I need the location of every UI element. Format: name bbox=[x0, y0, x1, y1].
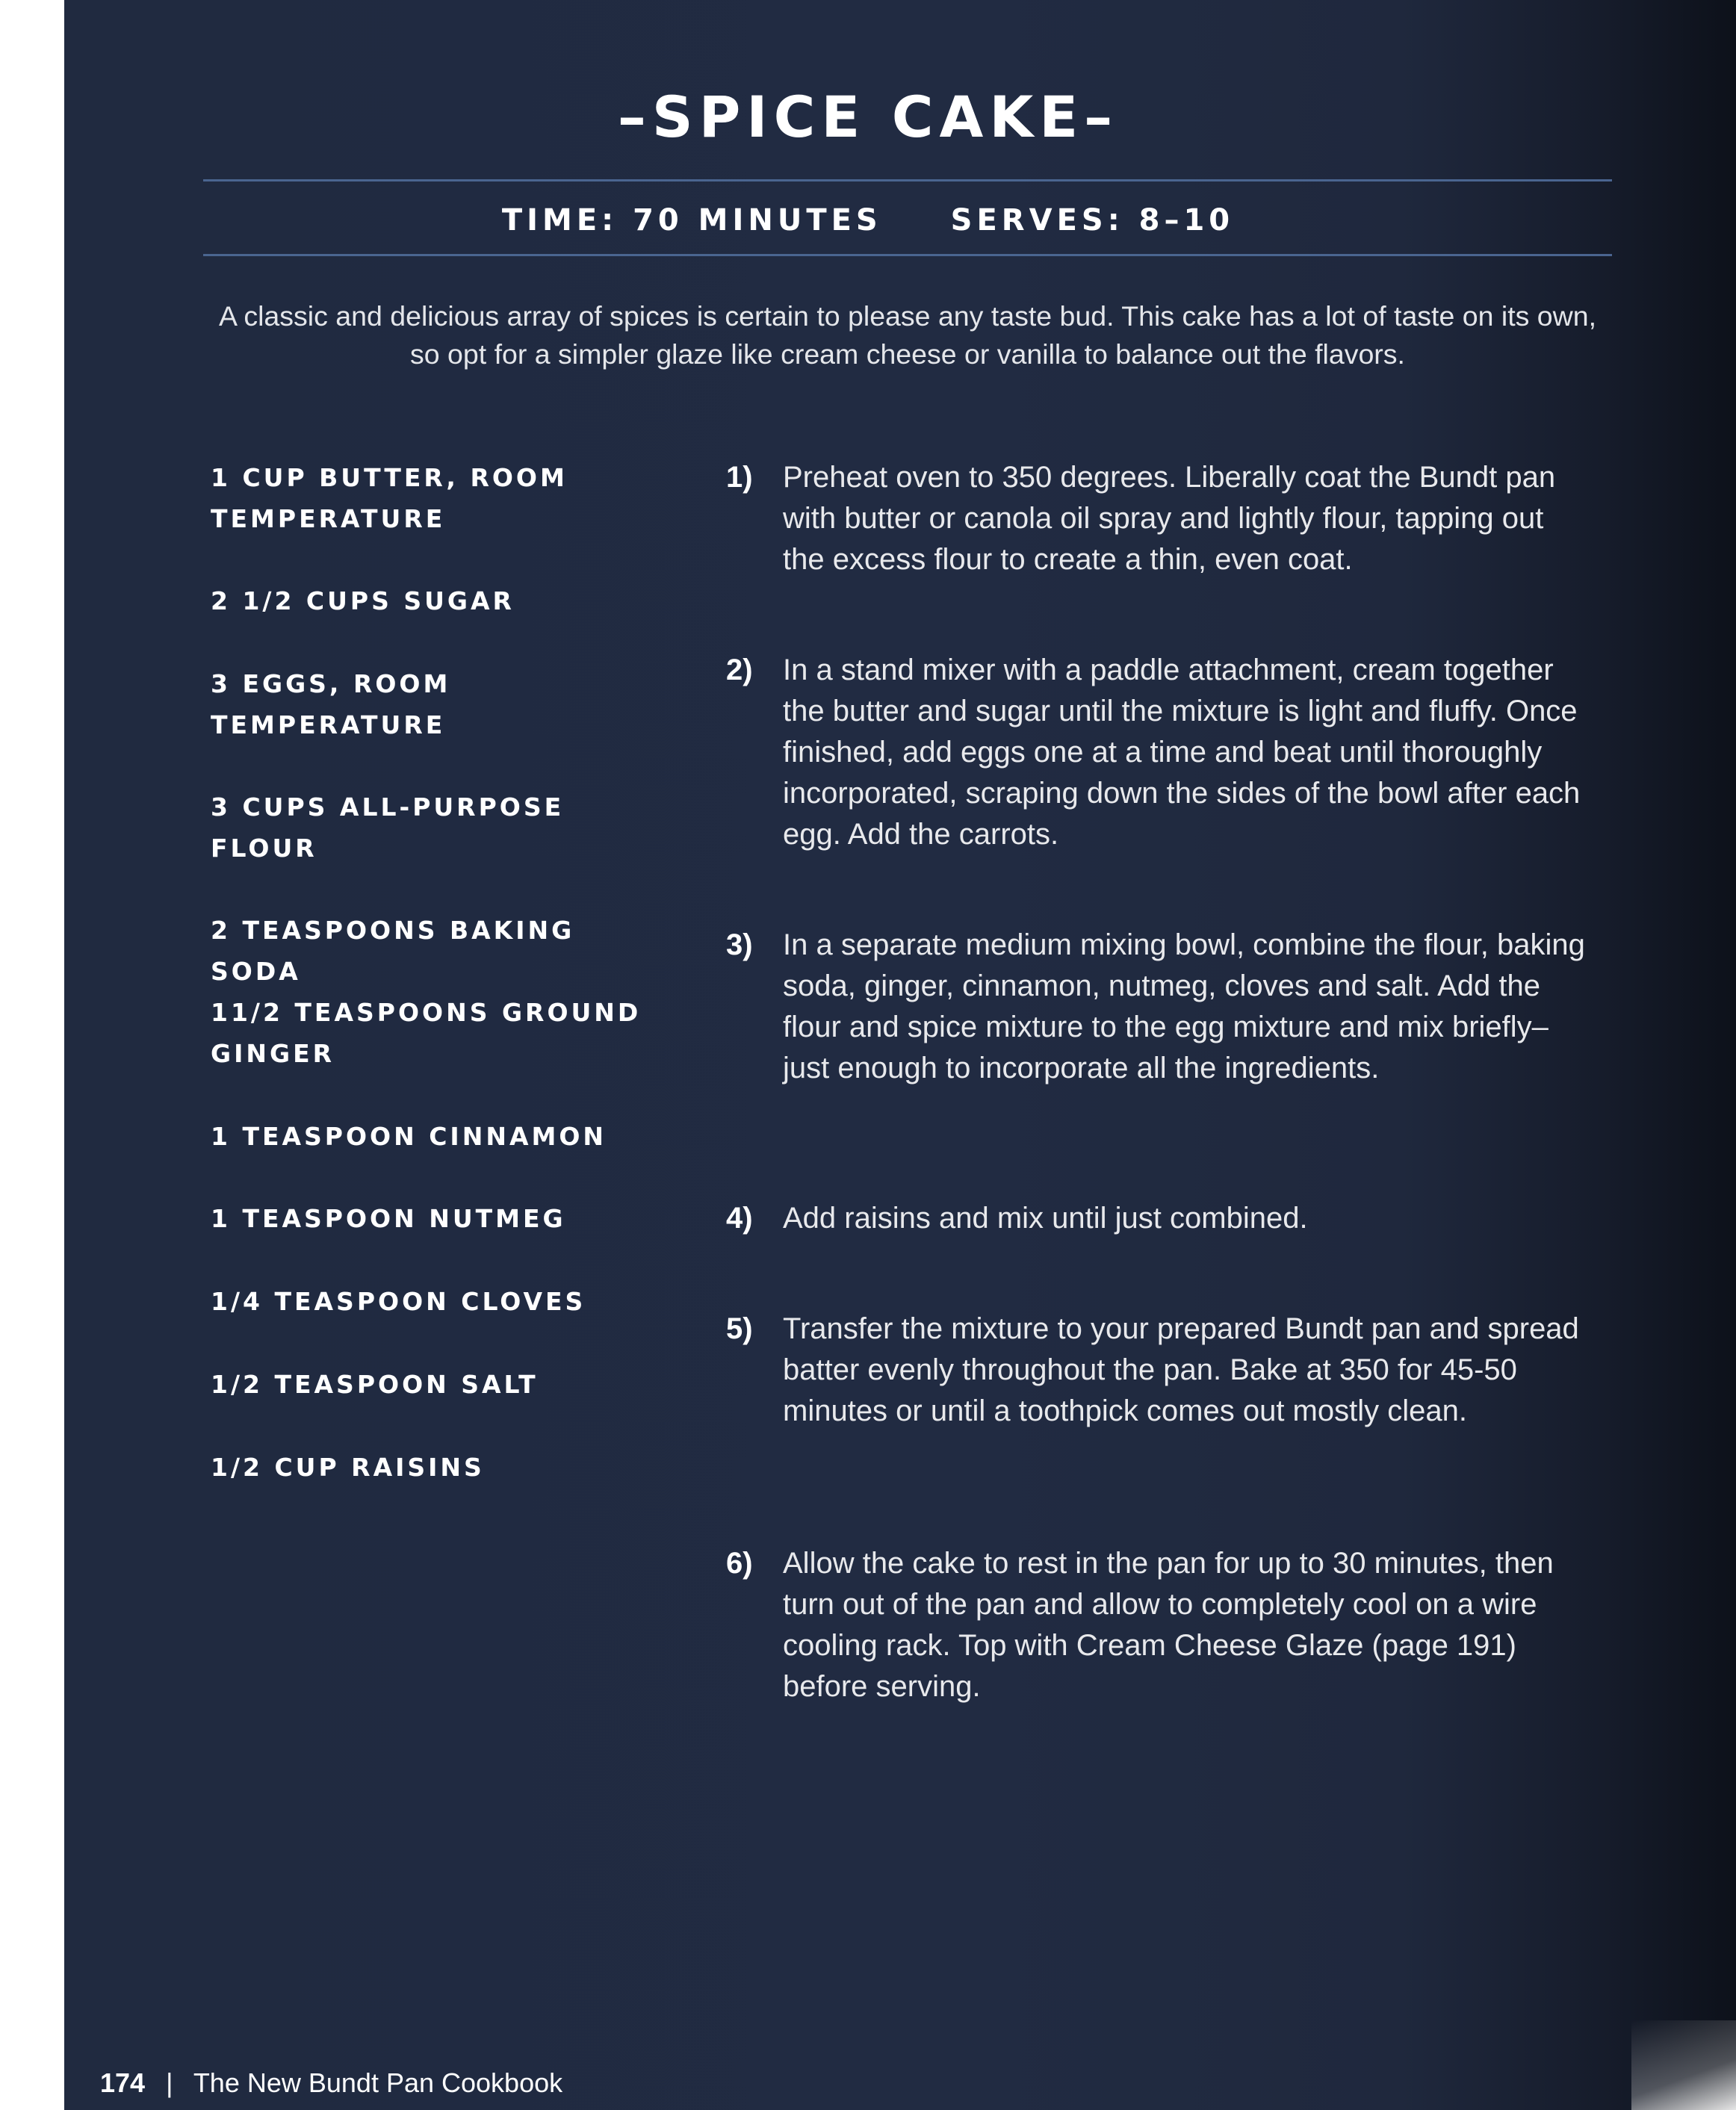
step-number: 3) bbox=[726, 928, 753, 961]
step-text: Preheat oven to 350 degrees. Liberally coat the Bundt pan with butter or canola oil spray and lightly flour, tapping out the excess flour to create a thin, even coat. bbox=[783, 461, 1556, 576]
ingredient-item: 3 CUPS ALL-PURPOSE FLOUR bbox=[211, 792, 565, 863]
page-number: 174 bbox=[100, 2067, 146, 2098]
time-label: TIME: 70 MINUTES bbox=[501, 203, 882, 238]
step-number: 6) bbox=[726, 1547, 753, 1580]
page-footer bbox=[100, 2067, 562, 2099]
ingredient-item: 2 TEASPOONS BAKING SODA bbox=[211, 916, 575, 986]
recipe-title: –SPICE CAKE– bbox=[617, 84, 1119, 150]
step-text: In a stand mixer with a paddle attachment, cream together the butter and sugar until the mixture is light and fluffy. Once finished, add eggs one at a time and beat until thoroughly incorporated, scraping down the sides of the bowl after each egg. Add the carrots. bbox=[783, 654, 1581, 851]
page-curl bbox=[1631, 2020, 1736, 2110]
ingredient-item: 11/2 TEASPOONS GROUND GINGER bbox=[211, 998, 642, 1068]
ingredient-item: 1/2 TEASPOON SALT bbox=[211, 1370, 539, 1399]
step-text: Add raisins and mix until just combined. bbox=[783, 1202, 1308, 1235]
ingredient-item: 1 CUP BUTTER, ROOM TEMPERATURE bbox=[211, 463, 568, 533]
ingredient-item: 1/2 CUP RAISINS bbox=[211, 1453, 485, 1482]
ingredient-item: 1/4 TEASPOON CLOVES bbox=[211, 1287, 586, 1316]
step-number: 2) bbox=[726, 654, 753, 686]
step-text: Allow the cake to rest in the pan for up to 30 minutes, then turn out of the pan and allow to completely cool on a wire cooling rack. Top with Cream Cheese Glaze (page 191) before serving. bbox=[783, 1547, 1554, 1703]
ingredient-item: 1 TEASPOON NUTMEG bbox=[211, 1204, 566, 1233]
recipe-meta bbox=[0, 203, 1736, 238]
recipe-intro: A classic and delicious array of spices is certain to please any taste bud. This cake has a lot of taste on its own, so opt for a simpler glaze like cream cheese or vanilla to balance out the flavors. bbox=[218, 300, 1597, 370]
ingredient-item: 2 1/2 CUPS SUGAR bbox=[211, 586, 515, 615]
serves-label: SERVES: 8–10 bbox=[950, 203, 1235, 238]
step-number: 4) bbox=[726, 1202, 753, 1235]
step-number: 1) bbox=[726, 461, 753, 494]
book-title: The New Bundt Pan Cookbook bbox=[193, 2067, 563, 2098]
footer-separator: | bbox=[166, 2067, 173, 2098]
top-divider bbox=[203, 179, 1612, 181]
step-number: 5) bbox=[726, 1312, 753, 1345]
step-text: In a separate medium mixing bowl, combine the flour, baking soda, ginger, cinnamon, nutmeg, cloves and salt. Add the flour and spice mixture to the egg mixture and mix briefly–just enough to incorporate all the ingredients. bbox=[783, 928, 1585, 1085]
step-text: Transfer the mixture to your prepared Bundt pan and spread batter evenly throughout the pan. Bake at 350 for 45-50 minutes or until a toothpick comes out mostly clean. bbox=[783, 1312, 1579, 1427]
ingredient-item: 1 TEASPOON CINNAMON bbox=[211, 1122, 607, 1151]
ingredient-item: 3 EGGS, ROOM TEMPERATURE bbox=[211, 669, 451, 739]
bottom-divider bbox=[203, 254, 1612, 256]
